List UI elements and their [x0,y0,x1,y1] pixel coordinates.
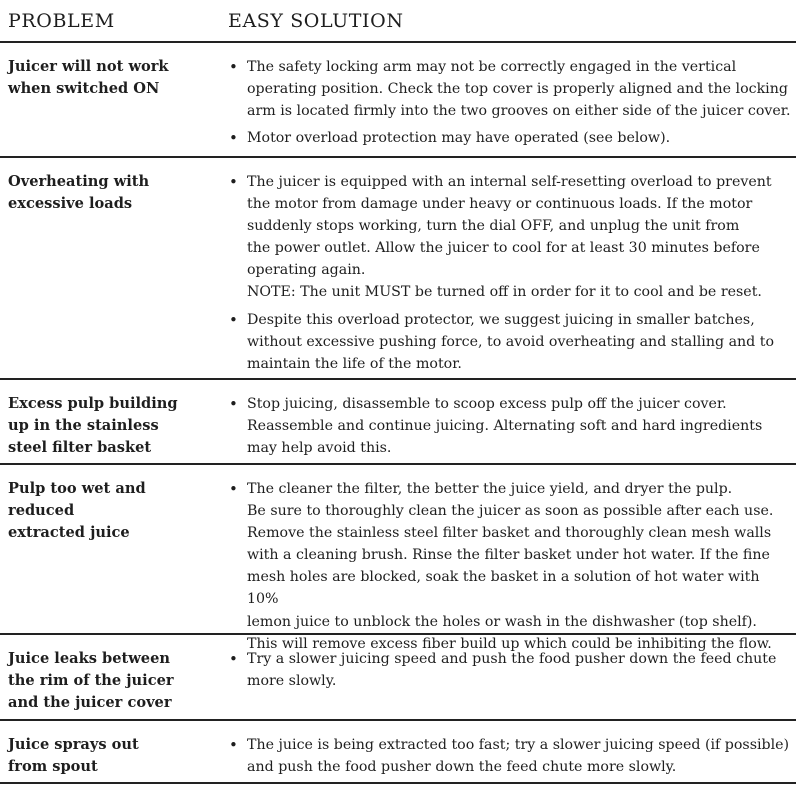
solution-bullet: • Try a slower juicing speed and push the food pusher down the feed chute more slowly. [228,648,794,692]
solution-list [228,478,794,660]
table-row [0,158,796,380]
solution-list [228,171,794,380]
table-row [0,380,796,465]
problem-cell: Overheating with excessive loads [8,173,150,212]
table-row [0,465,796,652]
problem-column-header: PROBLEM [8,10,115,32]
problem-cell: Pulp too wet and reduced extracted juice [8,480,146,541]
solution-list [228,393,794,464]
solution-bullet: • Despite this overload protector, we suggest juicing in smaller batches, without excessive pushing force, to avoid overheating and stalling and to maintain the life of the motor. [228,309,794,375]
solution-bullet: • Motor overload protection may have operated (see below). [228,127,794,149]
table-row [0,43,796,158]
solution-column-header: EASY SOLUTION [228,10,404,32]
problem-cell: Excess pulp building up in the stainless steel filter basket [8,395,178,456]
table-header [0,0,796,43]
problem-cell: Juice sprays out from spout [8,736,139,775]
problem-cell: Juice leaks between the rim of the juicer and the juicer cover [8,650,174,711]
solution-list [228,648,794,697]
solution-list [228,734,794,783]
solution-bullet: • Stop juicing, disassemble to scoop excess pulp off the juicer cover. Reassemble and continue juicing. Alternating soft and hard ingredients may help avoid this. [228,393,794,459]
solution-list [228,56,794,154]
solution-bullet: • The safety locking arm may not be correctly engaged in the vertical operating position. Check the top cover is properly aligned and the locking arm is located firmly into the two grooves on either side of the juicer cover. [228,56,794,122]
table-row [0,635,796,721]
solution-bullet: • The juice is being extracted too fast; try a slower juicing speed (if possible) and push the food pusher down the feed chute more slowly. [228,734,794,778]
solution-bullet: • The juicer is equipped with an internal self-resetting overload to prevent the motor from damage under heavy or continuous loads. If the motor suddenly stops working, turn the dial OFF, and unplug the unit from the power outlet. Allow the juicer to cool for at least 30 minutes before operating again. NOTE: The unit MUST be turned off in order for it to cool and be reset. [228,171,794,304]
solution-bullet: • The cleaner the filter, the better the juice yield, and dryer the pulp. Be sure to thoroughly clean the juicer as soon as possible after each use. Remove the stainless steel filter basket and thoroughly clean mesh walls with a cleaning brush. Rinse the filter basket under hot water. If the fine mesh holes are blocked, soak the basket in a solution of hot water with 10% lemon juice to unblock the holes or wash in the dishwasher (top shelf). This will remove excess fiber build up which could be inhibiting the flow. [228,478,794,655]
problem-cell: Juicer will not work when switched ON [8,58,169,97]
table-row [0,721,796,784]
